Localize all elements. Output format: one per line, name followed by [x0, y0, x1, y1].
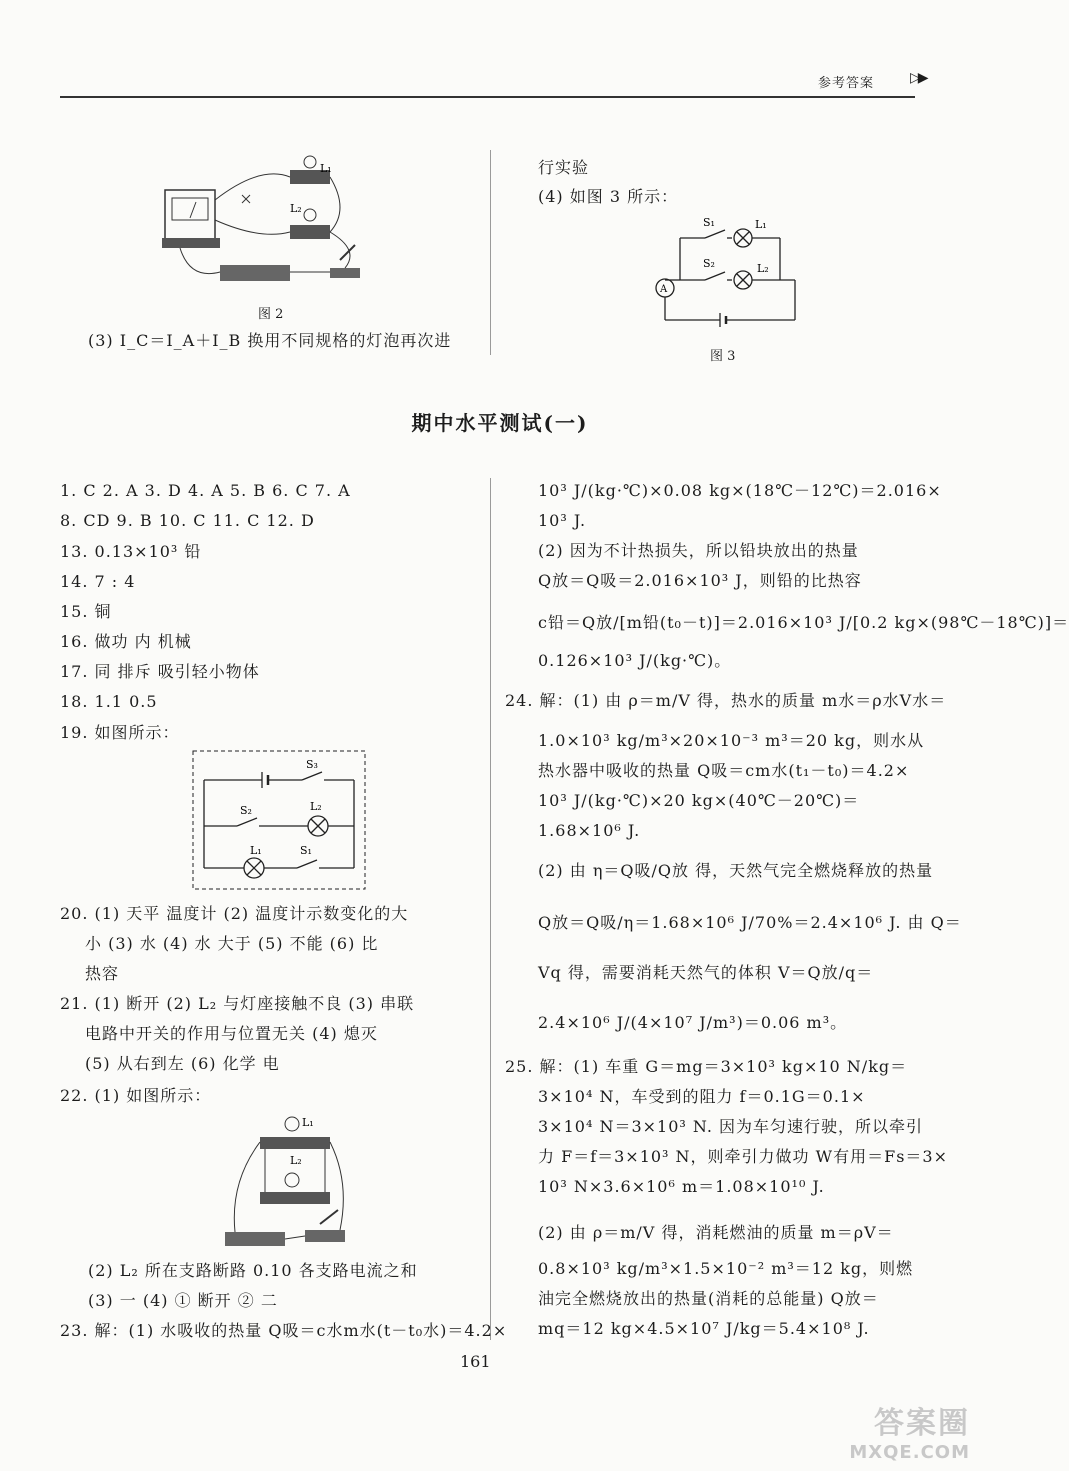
watermark	[849, 1398, 970, 1463]
answer-line: 10³ J.	[538, 511, 587, 530]
answer-line: 20. (1) 天平 温度计 (2) 温度计示数变化的大	[60, 904, 409, 923]
answer-line: 23. 解：(1) 水吸收的热量 Q吸＝c水m水(t－t₀水)＝4.2×	[60, 1321, 508, 1340]
figure-22-circuit-photo	[210, 1112, 360, 1257]
answer-line: 25. 解：(1) 车重 G＝mg＝3×10³ kg×10 N/kg＝	[505, 1057, 908, 1076]
answer-line: Vq 得，需要消耗天然气的体积 V＝Q放/q＝	[538, 963, 874, 982]
column-divider	[490, 478, 491, 1340]
section-title: 期中水平测试(一)	[411, 411, 589, 435]
answer-line: 24. 解：(1) 由 ρ＝m/V 得，热水的质量 m水＝ρ水V水＝	[505, 691, 947, 710]
answer-line: 22. (1) 如图所示：	[60, 1086, 212, 1105]
answer-line: 油完全燃烧放出的热量(消耗的总能量) Q放＝	[538, 1289, 879, 1308]
fig22-label-l2: L₂	[290, 1154, 302, 1167]
answer-line: 3×10⁴ N＝3×10³ N. 因为车匀速行驶，所以牵引	[538, 1117, 924, 1136]
answer-line: 热水器中吸收的热量 Q吸＝cm水(t₁－t₀)＝4.2×	[538, 761, 910, 780]
answer-line: 17. 同 排斥 吸引轻小物体	[60, 662, 260, 681]
fig2-label-l1: L₁	[320, 162, 332, 175]
fig19-label-s1: S₁	[300, 844, 312, 857]
fig22-label-l1: L₁	[302, 1116, 314, 1129]
answer-line: (3) 一 (4) ① 断开 ② 二	[88, 1291, 278, 1310]
fig3-label-s1: S₁	[703, 216, 715, 229]
answer-line: 14. 7 : 4	[60, 572, 136, 591]
answer-line: 19. 如图所示：	[60, 723, 180, 742]
page-number: 161	[460, 1352, 491, 1371]
watermark-url: MXQE.COM	[849, 1442, 970, 1463]
figure-3-circuit-diagram	[645, 210, 805, 335]
answer-line: 1.0×10³ kg/m³×20×10⁻³ m³＝20 kg，则水从	[538, 731, 925, 750]
answer-line: (2) L₂ 所在支路断路 0.10 各支路电流之和	[88, 1261, 418, 1280]
answer-line: 热容	[85, 964, 120, 983]
fig2-label-l2: L₂	[290, 202, 302, 215]
figure-19-circuit-diagram	[192, 750, 367, 892]
fig19-label-s2: S₂	[240, 804, 252, 817]
answer-line: 小 (3) 水 (4) 水 大于 (5) 不能 (6) 比	[85, 934, 379, 953]
header-rule	[60, 96, 915, 98]
header-label: 参考答案	[818, 76, 875, 91]
answer-line: (2) 由 η＝Q吸/Q放 得，天然气完全燃烧释放的热量	[538, 861, 934, 880]
answer-line: (5) 从右到左 (6) 化学 电	[85, 1054, 280, 1073]
figure-2-caption: 图 2	[258, 307, 284, 322]
answer-line: (3) I_C＝I_A＋I_B 换用不同规格的灯泡再次进	[88, 331, 452, 350]
answer-line: 16. 做功 内 机械	[60, 632, 192, 651]
answer-line: 行实验	[538, 158, 590, 177]
answer-line: Q放＝Q吸＝2.016×10³ J，则铅的比热容	[538, 571, 862, 590]
figure-3-caption: 图 3	[710, 349, 736, 364]
answer-line: 力 F＝f＝3×10³ N，则牵引力做功 W有用＝Fs＝3×	[538, 1147, 948, 1166]
watermark-title: 答案圈	[874, 1406, 970, 1441]
answer-line: 电路中开关的作用与位置无关 (4) 熄灭	[85, 1024, 378, 1043]
answer-line: (4) 如图 3 所示：	[538, 187, 679, 206]
answer-line: 0.8×10³ kg/m³×1.5×10⁻² m³＝12 kg，则燃	[538, 1259, 914, 1278]
answer-line: 2.4×10⁶ J/(4×10⁷ J/m³)＝0.06 m³。	[538, 1013, 848, 1032]
header-arrow-icon: ▷▶	[910, 70, 926, 86]
fig3-label-ammeter: A	[660, 284, 668, 295]
fig3-label-l1: L₁	[755, 218, 767, 231]
fig19-label-l2: L₂	[310, 800, 322, 813]
top-column-divider	[490, 150, 491, 355]
figure-2-circuit-photo	[150, 150, 360, 295]
answer-line: 0.126×10³ J/(kg·℃)。	[538, 651, 732, 670]
answer-line: mq＝12 kg×4.5×10⁷ J/kg＝5.4×10⁸ J.	[538, 1319, 870, 1338]
answer-line: 10³ N×3.6×10⁶ m＝1.08×10¹⁰ J.	[538, 1177, 825, 1196]
fig19-label-s3: S₃	[306, 758, 318, 771]
answer-line: (2) 由 ρ＝m/V 得，消耗燃油的质量 m＝ρV＝	[538, 1223, 894, 1242]
answer-line: 8. CD 9. B 10. C 11. C 12. D	[60, 511, 315, 530]
fig3-label-l2: L₂	[757, 262, 769, 275]
answer-line: Q放＝Q吸/η＝1.68×10⁶ J/70%＝2.4×10⁶ J. 由 Q＝	[538, 913, 962, 932]
fig3-label-s2: S₂	[703, 257, 715, 270]
fig19-label-l1: L₁	[250, 844, 262, 857]
answer-line: c铅＝Q放/[m铅(t₀－t)]＝2.016×10³ J/[0.2 kg×(98℃－18℃)]＝	[538, 613, 1069, 632]
answer-line: (2) 因为不计热损失，所以铅块放出的热量	[538, 541, 859, 560]
answer-line: 1. C 2. A 3. D 4. A 5. B 6. C 7. A	[60, 481, 351, 500]
answer-line: 1.68×10⁶ J.	[538, 821, 641, 840]
answer-line: 21. (1) 断开 (2) L₂ 与灯座接触不良 (3) 串联	[60, 994, 415, 1013]
answer-line: 13. 0.13×10³ 铅	[60, 542, 202, 561]
answer-line: 18. 1.1 0.5	[60, 692, 158, 711]
answer-line: 15. 铜	[60, 602, 112, 621]
answer-line: 10³ J/(kg·℃)×20 kg×(40℃－20℃)＝	[538, 791, 860, 810]
answer-line: 3×10⁴ N，车受到的阻力 f＝0.1G＝0.1×	[538, 1087, 866, 1106]
answer-line: 10³ J/(kg·℃)×0.08 kg×(18℃－12℃)＝2.016×	[538, 481, 942, 500]
